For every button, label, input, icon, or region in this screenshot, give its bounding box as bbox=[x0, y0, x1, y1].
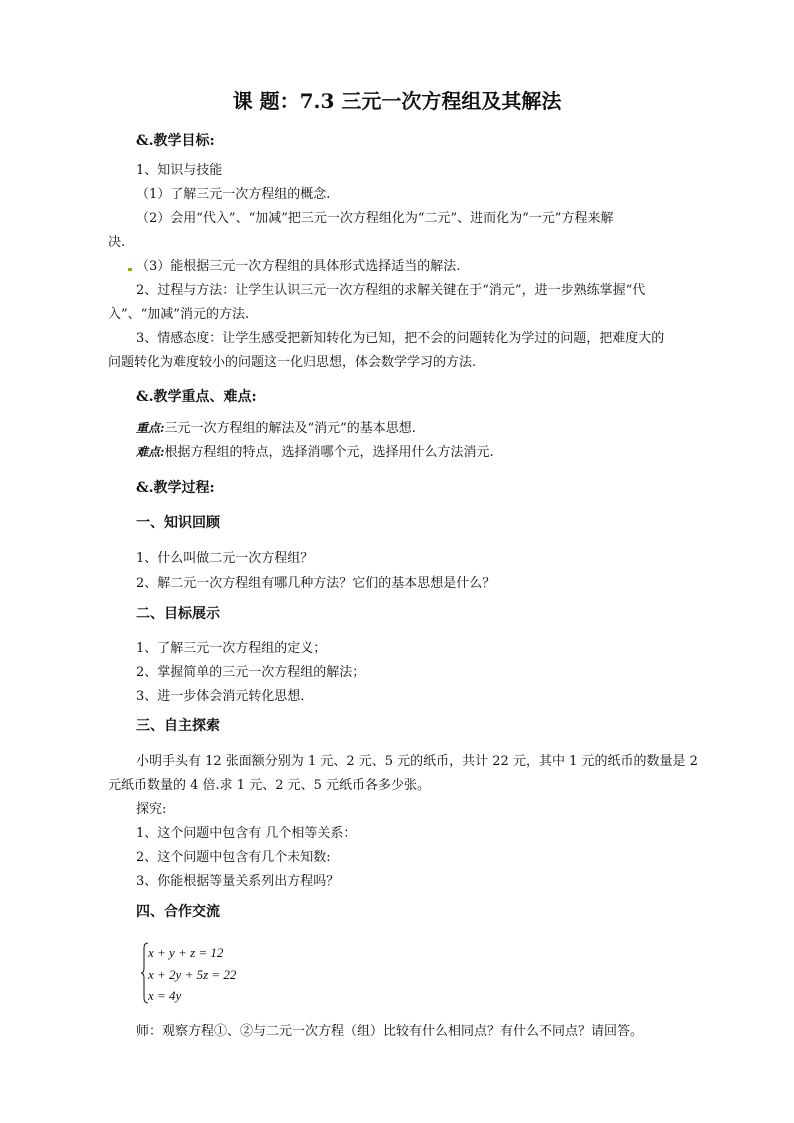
section-2-item-2: 2、掌握简单的三元一次方程组的解法； bbox=[136, 665, 366, 680]
section-2-item-1: 1、了解三元一次方程组的定义； bbox=[136, 641, 327, 656]
goals-sub-2: （2）会用“代入”、“加减”把三元一次方程组化为“二元”、进而化为“一元”方程来解 bbox=[136, 211, 614, 226]
page-title: 课 题：7.3 三元一次方程组及其解法 bbox=[232, 89, 562, 113]
section-3-q3: 3、你能根据等量关系列出方程吗？ bbox=[136, 874, 340, 889]
section-4-heading: 四、合作交流 bbox=[136, 904, 220, 920]
key-point-label: 重点: bbox=[136, 421, 165, 435]
section-2-item-3: 3、进一步体会消元转化思想． bbox=[136, 689, 314, 704]
goals-item-2-cont: 入”、“加减”消元的方法. bbox=[108, 307, 250, 322]
key-point-text: 三元一次方程组的解法及“消元”的基本思想. bbox=[164, 421, 416, 436]
goals-item-1: 1、知识与技能 bbox=[136, 163, 223, 178]
goals-item-3: 3、情感态度：让学生感受把新知转化为已知，把不会的问题转化为学过的问题，把难度大的 bbox=[136, 331, 665, 346]
equation-1: x + y + z = 12 bbox=[148, 945, 224, 960]
equation-2: x + 2y + 5z = 22 bbox=[148, 967, 237, 982]
section-3-problem: 小明手头有 12 张面额分别为 1 元、2 元、5 元的纸币，共计 22 元，其中 1 元的纸币的数量是 2 bbox=[136, 754, 698, 769]
difficulty-label: 难点: bbox=[136, 445, 165, 459]
keypoints-heading: &.教学重点、难点: bbox=[136, 389, 257, 405]
section-3-q2: 2、这个问题中包含有几个未知数: bbox=[136, 850, 331, 865]
goals-sub-3: （3）能根据三元一次方程组的具体形式选择适当的解法. bbox=[136, 259, 461, 274]
goals-sub-2-cont: 决. bbox=[108, 235, 126, 250]
goals-item-2: 2、过程与方法：让学生认识三元一次方程组的求解关键在于“消元”，进一步熟练掌握“代 bbox=[136, 283, 646, 298]
section-2-heading: 二、目标展示 bbox=[136, 606, 220, 622]
section-3-explore: 探究: bbox=[136, 802, 167, 817]
goals-item-3-cont: 问题转化为难度较小的问题这一化归思想，体会数学学习的方法. bbox=[108, 355, 477, 370]
teacher-prompt: 师：观察方程①、②与二元一次方程（组）比较有什么相同点？有什么不同点？请回答。 bbox=[136, 1024, 644, 1039]
goals-sub-1: （1）了解三元一次方程组的概念. bbox=[136, 187, 331, 202]
section-3-heading: 三、自主探索 bbox=[136, 718, 220, 734]
key-point-line bbox=[136, 420, 416, 437]
section-1-q1: 1、什么叫做二元一次方程组？ bbox=[136, 551, 314, 566]
section-3-problem-cont: 元纸币数量的 4 倍.求 1 元、2 元、5 元纸币各多少张。 bbox=[108, 778, 431, 793]
process-heading: &.教学过程: bbox=[136, 480, 215, 496]
section-3-q1: 1、这个问题中包含有 几个相等关系： bbox=[136, 826, 357, 841]
marker-dot bbox=[128, 268, 132, 271]
section-1-q2: 2、解二元一次方程组有哪几种方法？它们的基本思想是什么？ bbox=[136, 576, 496, 591]
section-1-heading: 一、知识回顾 bbox=[136, 515, 220, 531]
difficulty-line bbox=[136, 444, 494, 461]
goals-heading: &.教学目标: bbox=[136, 133, 215, 149]
equation-3: x = 4y bbox=[148, 988, 182, 1003]
difficulty-text: 根据方程组的特点，选择消哪个元，选择用什么方法消元. bbox=[164, 445, 494, 460]
